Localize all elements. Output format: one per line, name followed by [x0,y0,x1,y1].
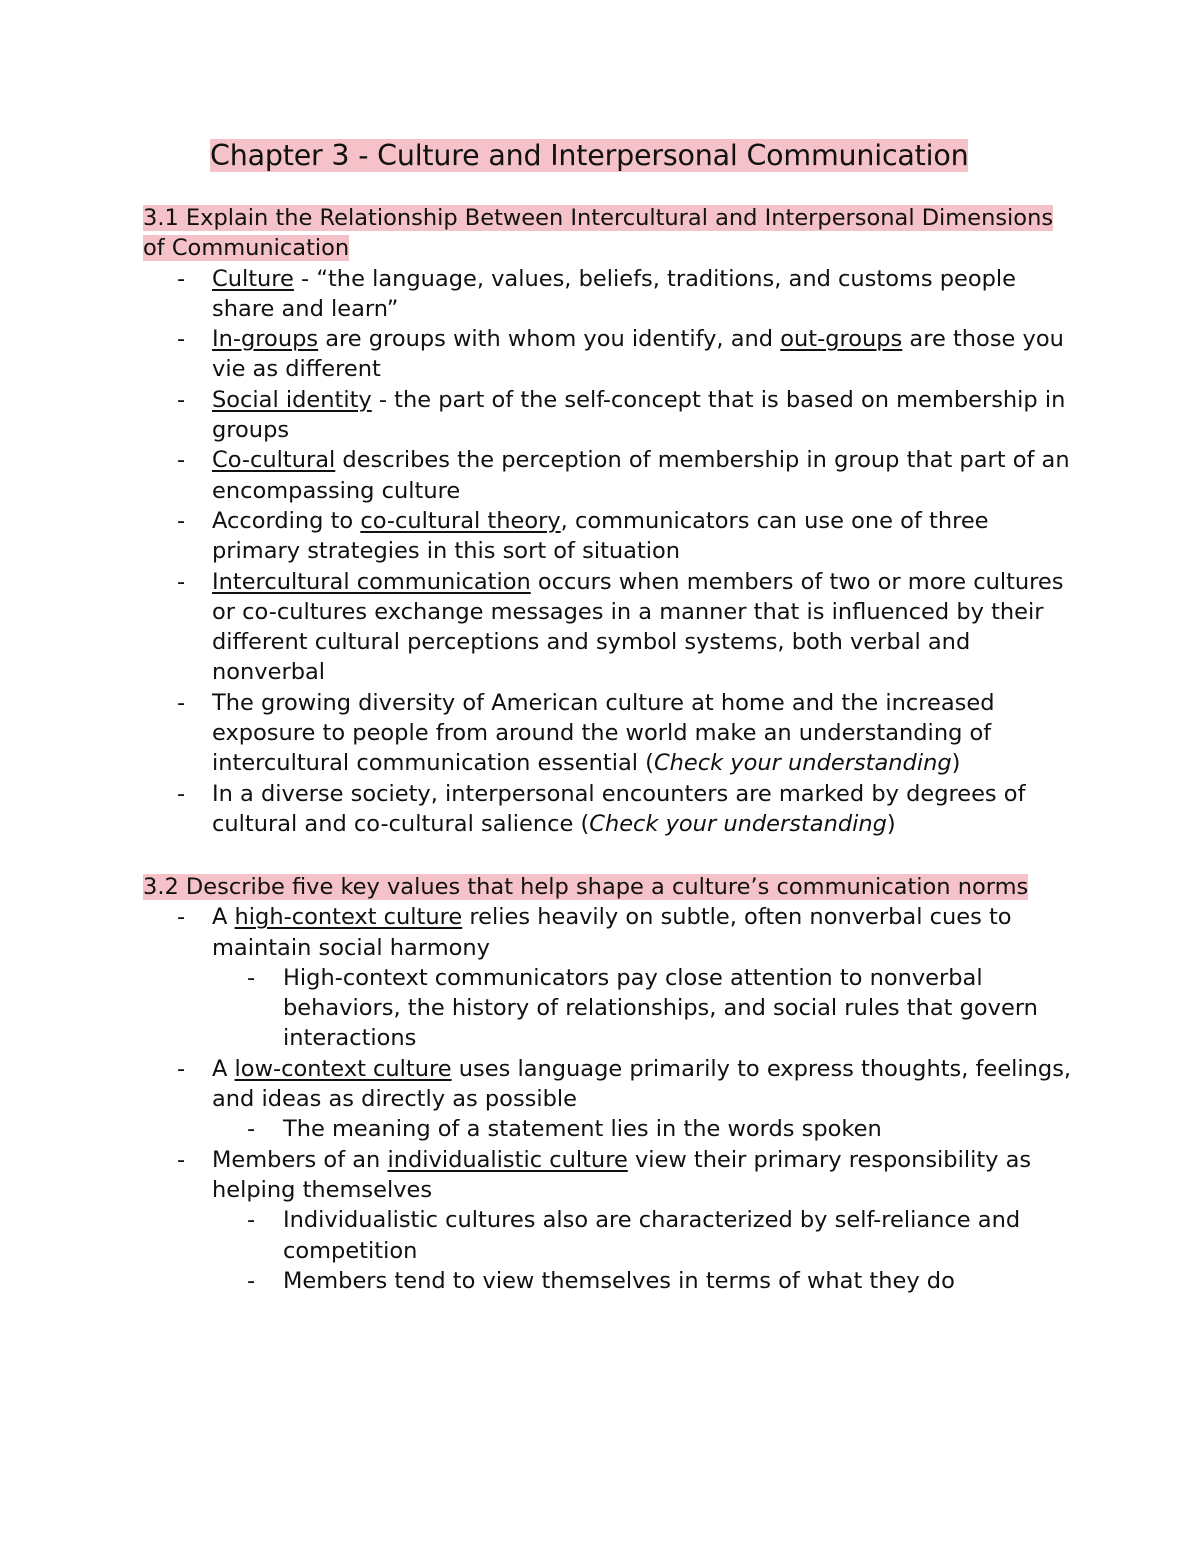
key-term: Intercultural communication [212,568,531,595]
key-term: Culture [212,265,294,292]
section-heading: 3.2 Describe five key values that help shape a culture’s communication norms [143,874,1029,900]
check-understanding-note: Check your understanding [653,750,952,777]
list-item: - In a diverse society, interpersonal encounters are marked by degrees of cultural and co-cultural salience (Check your understanding) [143,779,1078,840]
list-item: - Members of an individualistic culture view their primary responsibility as helping themselves - Individualistic cultures also are characterized by self-reliance and competition - Members tend to view themselves in terms of what they do [143,1145,1078,1296]
key-term: low-context culture [234,1055,452,1082]
key-term: In-groups [212,326,319,353]
key-term: out-groups [780,326,903,353]
bullet-list [143,264,1078,840]
check-understanding-note: Check your understanding [589,810,887,837]
key-term: co-cultural theory [360,507,561,534]
list-item: - A low-context culture uses language primarily to express thoughts, feelings, and ideas as directly as possible - The meaning of a statement lies in the words spoken [143,1054,1078,1145]
list-item: - In-groups are groups with whom you identify, and out-groups are those you vie as different [143,324,1078,385]
sub-list-item: - High-context communicators pay close attention to nonverbal behaviors, the history of relationships, and social rules that govern interactions [212,963,1078,1054]
section-3-2 [143,872,1078,1296]
section-3-1 [143,203,1078,839]
chapter-title: Chapter 3 - Culture and Interpersonal Communication [210,139,969,172]
list-item: - The growing diversity of American culture at home and the increased exposure to people from around the world make an understanding of intercultural communication essential (Check your understanding) [143,688,1078,779]
key-term: individualistic culture [387,1146,628,1173]
sub-list-item: - Individualistic cultures also are characterized by self-reliance and competition [212,1205,1078,1266]
list-item: - Social identity - the part of the self-concept that is based on membership in groups [143,385,1078,446]
list-item: - Culture - “the language, values, beliefs, traditions, and customs people share and learn” [143,264,1078,325]
sub-bullet-list [212,963,1078,1054]
list-item: - Co-cultural describes the perception of membership in group that part of an encompassing culture [143,445,1078,506]
list-item: - According to co-cultural theory, communicators can use one of three primary strategies in this sort of situation [143,506,1078,567]
section-heading: 3.1 Explain the Relationship Between Intercultural and Interpersonal Dimensions of Communication [143,205,1054,262]
key-term: high-context culture [234,904,463,931]
sub-bullet-list [212,1205,1078,1296]
sub-list-item: - Members tend to view themselves in terms of what they do [212,1266,1078,1296]
sub-list-item: - The meaning of a statement lies in the words spoken [212,1114,1078,1144]
list-item: - A high-context culture relies heavily on subtle, often nonverbal cues to maintain social harmony - High-context communicators pay close attention to nonverbal behaviors, the history of relationships, and social rules that govern interactions [143,902,1078,1053]
list-item: - Intercultural communication occurs when members of two or more cultures or co-cultures exchange messages in a manner that is influenced by their different cultural perceptions and symbol systems, both verbal and nonverbal [143,567,1078,688]
sub-bullet-list [212,1114,1078,1144]
key-term: Social identity [212,386,372,413]
bullet-list [143,902,1078,1296]
key-term: Co-cultural [212,447,336,474]
